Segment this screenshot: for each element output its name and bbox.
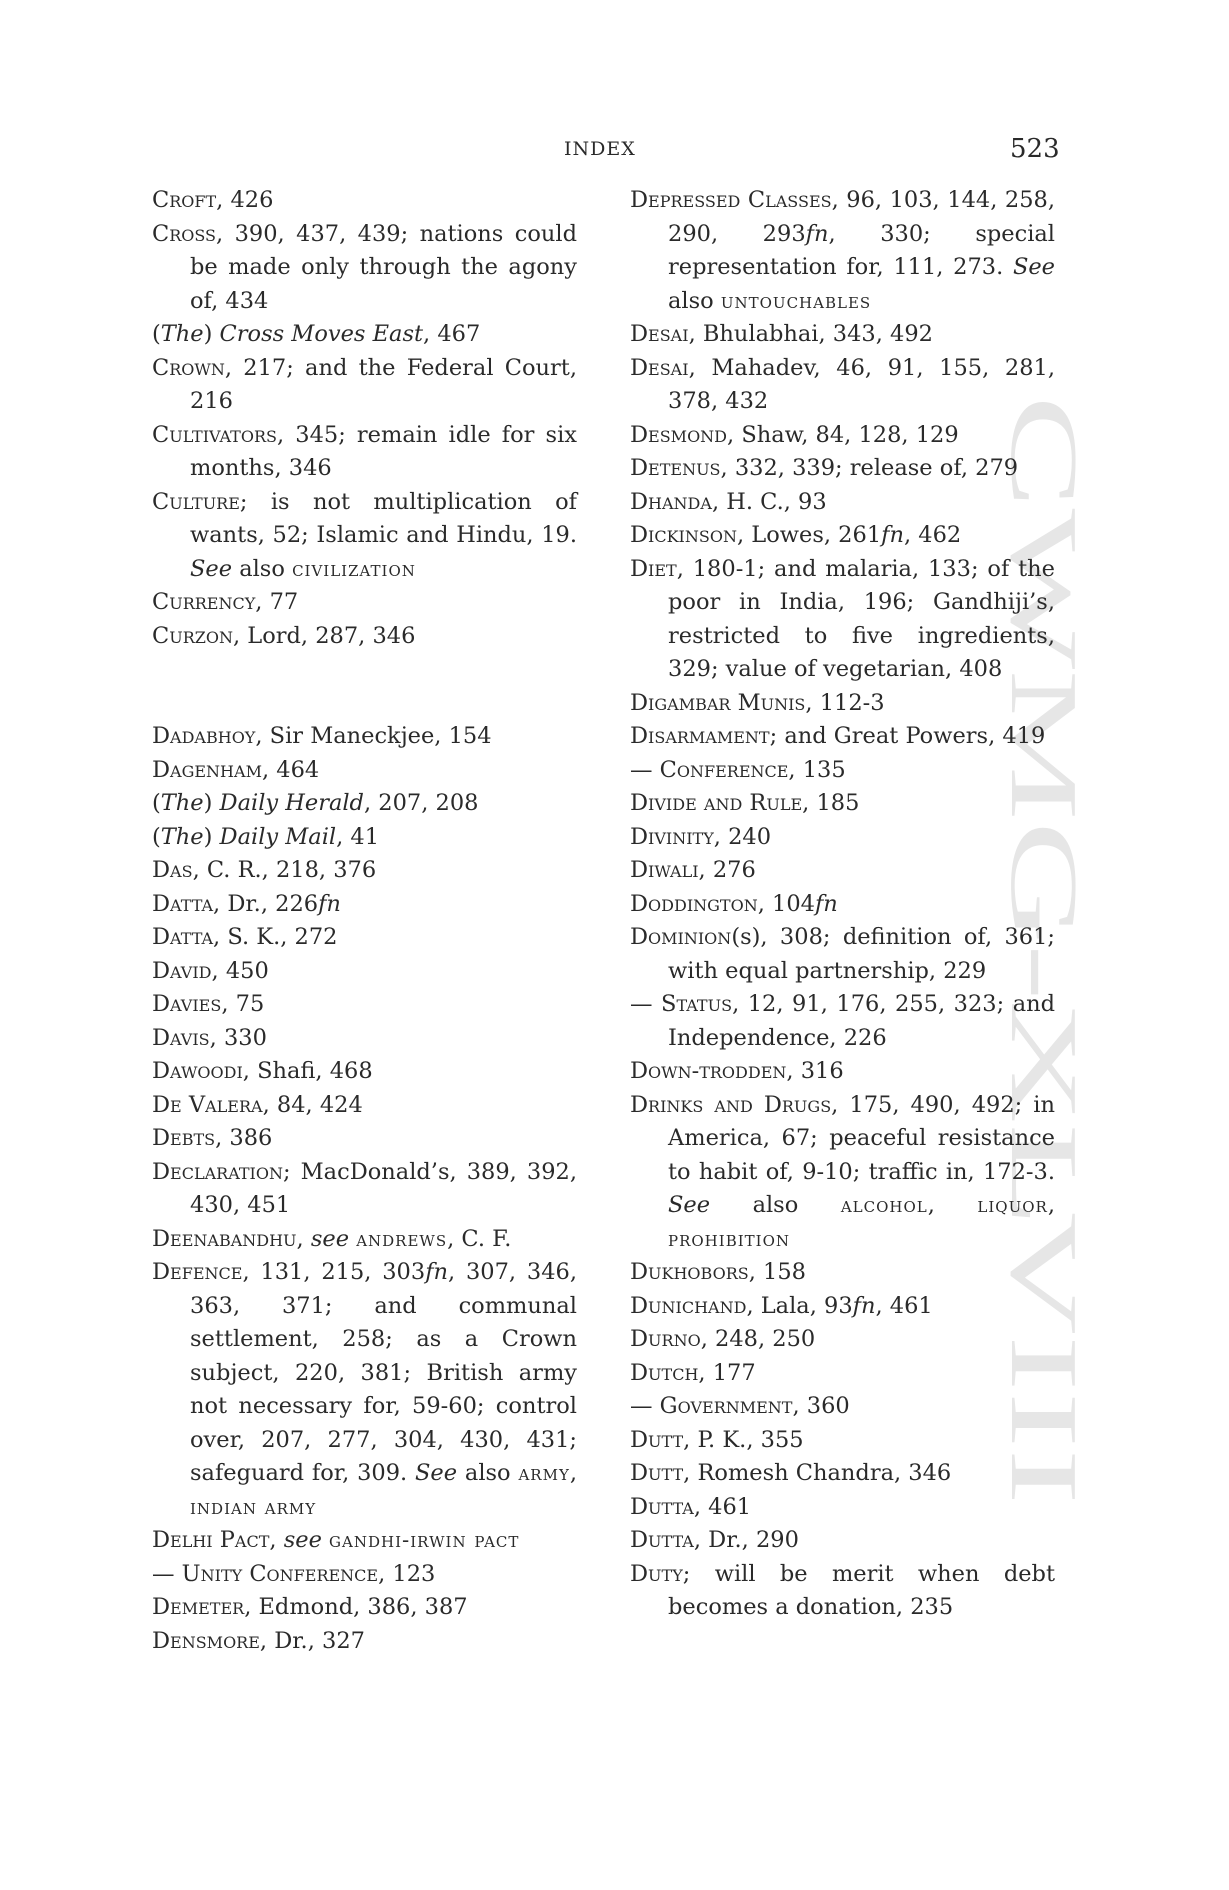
entry-text: , C. R., 218, 376 bbox=[192, 857, 377, 883]
entry-text: ; and Great Powers, 419 bbox=[769, 723, 1046, 749]
index-entry bbox=[152, 318, 577, 352]
index-entry bbox=[152, 486, 577, 587]
entry-heading: Datta bbox=[152, 890, 214, 917]
entry-text: , Shafi, 468 bbox=[242, 1058, 373, 1084]
entry-italic: See bbox=[415, 1460, 458, 1486]
entry-italic: fn bbox=[852, 1292, 876, 1319]
index-entry bbox=[152, 218, 577, 319]
entry-heading: Croft bbox=[152, 187, 217, 213]
entry-italic: fn bbox=[805, 220, 829, 247]
entry-text: , 450 bbox=[211, 957, 269, 984]
cross-reference: civilization bbox=[292, 556, 416, 582]
index-entry bbox=[630, 1256, 1055, 1290]
entry-text: , 104 bbox=[757, 890, 815, 917]
entry-heading: Currency bbox=[152, 589, 256, 615]
entry-text: , Mahadev, 46, 91, 155, 281, 378, 432 bbox=[668, 354, 1055, 414]
entry-heading: Desai bbox=[630, 354, 689, 381]
entry-text: , 175, 490, 492; in America, 67; peaceful resistance to habit of, 9-10; traffic in, 172-3. bbox=[668, 1091, 1055, 1185]
entry-text: , 276 bbox=[698, 857, 756, 883]
index-entry bbox=[630, 553, 1055, 687]
entry-heading: Dadabhoy bbox=[152, 723, 256, 749]
entry-text: , 462 bbox=[903, 522, 962, 548]
entry-text: , 461 bbox=[875, 1292, 933, 1319]
entry-text: , Romesh Chandra, 346 bbox=[683, 1460, 952, 1486]
cross-reference: prohibition bbox=[668, 1226, 790, 1252]
entry-italic: fn bbox=[814, 890, 838, 917]
entry-text: also bbox=[457, 1460, 519, 1486]
entry-text: , bbox=[927, 1192, 978, 1218]
entry-heading: Das bbox=[152, 857, 193, 883]
entry-text: ) bbox=[203, 823, 220, 850]
entry-heading: Desmond bbox=[630, 421, 728, 448]
index-entry bbox=[152, 1524, 577, 1558]
entry-text: ( bbox=[152, 790, 161, 816]
letter-section-gap bbox=[152, 653, 577, 720]
entry-text: , Edmond, 386, 387 bbox=[244, 1594, 468, 1620]
entry-text: , Lala, 93 bbox=[746, 1292, 853, 1319]
entry-heading: Doddington bbox=[630, 890, 758, 917]
entry-heading: De Valera bbox=[152, 1091, 263, 1118]
index-entry bbox=[152, 1256, 577, 1524]
entry-italic: Cross Moves East bbox=[219, 321, 424, 347]
entry-italic: Daily Mail bbox=[219, 823, 337, 850]
entry-text: , 84, 424 bbox=[262, 1091, 363, 1118]
entry-heading: Duty bbox=[630, 1560, 683, 1587]
entry-text: , Bhulabhai, 343, 492 bbox=[688, 321, 933, 347]
index-entry bbox=[630, 1089, 1055, 1257]
entry-text: , 135 bbox=[788, 756, 846, 783]
index-entry bbox=[630, 888, 1055, 922]
index-entry bbox=[152, 955, 577, 989]
entry-heading: Unity Conference bbox=[181, 1560, 379, 1587]
entry-italic: fn bbox=[425, 1259, 449, 1285]
entry-text: , 77 bbox=[255, 589, 299, 615]
entry-heading: Cultivators bbox=[152, 421, 277, 448]
index-entry bbox=[630, 1055, 1055, 1089]
index-entry bbox=[152, 184, 577, 218]
entry-heading: Detenus bbox=[630, 455, 721, 481]
entry-text: — bbox=[152, 1560, 182, 1587]
index-entry bbox=[630, 1290, 1055, 1324]
entry-italic: The bbox=[160, 790, 204, 816]
cross-reference: gandhi-irwin pact bbox=[329, 1528, 520, 1553]
entry-text: , Shaw, 84, 128, 129 bbox=[727, 421, 959, 448]
entry-heading: Defence bbox=[152, 1259, 243, 1285]
entry-text bbox=[322, 1527, 329, 1553]
entry-text: , H. C., 93 bbox=[711, 488, 827, 515]
entry-heading: Drinks and Drugs bbox=[630, 1091, 832, 1118]
index-entry bbox=[152, 1089, 577, 1123]
entry-heading: Disarmament bbox=[630, 723, 770, 749]
index-entry bbox=[152, 352, 577, 419]
index-entry bbox=[152, 1558, 577, 1592]
entry-text: ) bbox=[203, 790, 220, 816]
entry-heading: Divide and Rule bbox=[630, 790, 803, 816]
index-entry bbox=[630, 787, 1055, 821]
entry-text: , bbox=[269, 1527, 284, 1553]
entry-text: , 41 bbox=[336, 823, 380, 850]
entry-heading: Dunichand bbox=[630, 1292, 747, 1319]
entry-heading: Dutt bbox=[630, 1426, 684, 1453]
index-entry bbox=[630, 519, 1055, 553]
entry-heading: Dawoodi bbox=[152, 1058, 243, 1084]
entry-text: ; is not multiplication of wants, 52; Islamic and Hindu, 19. bbox=[190, 488, 577, 548]
index-entry bbox=[152, 1022, 577, 1056]
index-column-right bbox=[630, 184, 1055, 1625]
index-entry bbox=[630, 821, 1055, 855]
entry-text: , 330; special representation for, 111, 273. bbox=[668, 220, 1055, 280]
entry-heading: Debts bbox=[152, 1125, 216, 1151]
entry-heading: Divinity bbox=[630, 823, 714, 850]
entry-text: , 123 bbox=[378, 1560, 436, 1587]
cross-reference: indian army bbox=[190, 1494, 317, 1520]
index-entry bbox=[152, 620, 577, 654]
running-head bbox=[0, 134, 1229, 164]
entry-text: , 360 bbox=[792, 1393, 850, 1419]
entry-text: ( bbox=[152, 823, 161, 850]
index-entry bbox=[630, 1424, 1055, 1458]
index-entry bbox=[630, 754, 1055, 788]
page-number: 523 bbox=[1010, 134, 1060, 164]
index-column-left bbox=[152, 184, 577, 1658]
index-entry bbox=[152, 821, 577, 855]
index-entry bbox=[630, 988, 1055, 1055]
entry-text: , 467 bbox=[423, 321, 481, 347]
entry-text: , bbox=[569, 1460, 577, 1486]
entry-text: , 112-3 bbox=[805, 689, 885, 716]
index-entry bbox=[630, 854, 1055, 888]
index-entry bbox=[630, 1491, 1055, 1525]
entry-text: also bbox=[232, 555, 293, 582]
entry-text: , 177 bbox=[698, 1359, 756, 1386]
entry-italic: The bbox=[160, 321, 204, 347]
entry-heading: Cross bbox=[152, 220, 217, 247]
index-entry bbox=[152, 419, 577, 486]
entry-text: , 390, 437, 439; nations could be made only through the agony of, 434 bbox=[190, 220, 577, 314]
entry-text: — bbox=[630, 991, 662, 1017]
entry-heading: Government bbox=[659, 1393, 793, 1419]
cross-reference: alcohol bbox=[840, 1193, 928, 1218]
entry-heading: Conference bbox=[659, 756, 789, 783]
cross-reference: liquor bbox=[977, 1193, 1048, 1218]
entry-heading: Depressed Classes bbox=[630, 187, 832, 213]
entry-heading: Crown bbox=[152, 354, 225, 381]
entry-italic: The bbox=[160, 823, 204, 850]
entry-italic: See bbox=[668, 1192, 711, 1218]
entry-heading: Dutt bbox=[630, 1460, 684, 1486]
entry-heading: Deenabandhu bbox=[152, 1225, 297, 1252]
index-entry bbox=[630, 452, 1055, 486]
index-entry bbox=[630, 720, 1055, 754]
entry-text: , 96, 103, 144, 258, 290, 293 bbox=[668, 187, 1055, 247]
entry-heading: Davis bbox=[152, 1024, 210, 1051]
entry-heading: Dagenham bbox=[152, 756, 262, 783]
cross-reference: untouchables bbox=[720, 288, 872, 314]
entry-text: , 158 bbox=[748, 1259, 806, 1285]
entry-heading: Dutta bbox=[630, 1493, 694, 1520]
index-entry bbox=[630, 1558, 1055, 1625]
entry-text: , 217; and the Federal Court, 216 bbox=[190, 354, 577, 414]
index-entry bbox=[630, 352, 1055, 419]
entry-text: , 185 bbox=[802, 790, 860, 816]
entry-heading: Culture bbox=[152, 488, 240, 515]
index-entry bbox=[152, 720, 577, 754]
entry-italic: See bbox=[1012, 254, 1055, 280]
entry-text: , Sir Maneckjee, 154 bbox=[255, 723, 492, 749]
entry-text: ; MacDonald’s, 389, 392, 430, 451 bbox=[190, 1158, 577, 1218]
entry-text: , bbox=[1047, 1192, 1055, 1218]
index-entry bbox=[152, 1625, 577, 1659]
index-entry bbox=[152, 1122, 577, 1156]
entry-heading: Dutta bbox=[630, 1527, 694, 1553]
entry-heading: Down-trodden bbox=[630, 1058, 787, 1084]
entry-text: — bbox=[630, 1393, 660, 1419]
entry-text: , Dr., 290 bbox=[693, 1527, 799, 1553]
index-entry bbox=[152, 921, 577, 955]
index-entry bbox=[152, 1156, 577, 1223]
index-entry bbox=[630, 1357, 1055, 1391]
entry-italic: See bbox=[190, 555, 233, 582]
entry-text: also bbox=[710, 1192, 841, 1218]
entry-text: , 332, 339; release of, 279 bbox=[720, 455, 1019, 481]
entry-heading: Demeter bbox=[152, 1594, 245, 1620]
entry-text: , 345; remain idle for six months, 346 bbox=[190, 421, 577, 481]
running-head-title: INDEX bbox=[564, 138, 636, 160]
entry-italic: fn bbox=[881, 522, 904, 548]
entry-heading: Dutch bbox=[630, 1359, 699, 1386]
entry-heading: David bbox=[152, 957, 212, 984]
entry-text: , 240 bbox=[713, 823, 772, 850]
entry-text: , 464 bbox=[261, 756, 320, 783]
index-entry bbox=[152, 988, 577, 1022]
index-entry bbox=[152, 1055, 577, 1089]
index-entry bbox=[630, 486, 1055, 520]
entry-heading: Dominion bbox=[630, 924, 732, 950]
entry-text: , 307, 346, 363, 371; and communal settlement, 258; as a Crown subject, 220, 381; British army not necessary for, 59-60; control over, 207, 277, 304, 430, 431; safeguard for, 309. bbox=[190, 1259, 577, 1486]
index-entry bbox=[152, 586, 577, 620]
entry-heading: Datta bbox=[152, 924, 214, 950]
entry-text: , C. F. bbox=[447, 1225, 512, 1252]
index-entry bbox=[152, 754, 577, 788]
index-entry bbox=[630, 1457, 1055, 1491]
index-entry bbox=[630, 419, 1055, 453]
entry-text: , Dr., 327 bbox=[259, 1627, 365, 1654]
entry-heading: Desai bbox=[630, 321, 689, 347]
entry-heading: Delhi Pact bbox=[152, 1527, 270, 1553]
entry-italic: see bbox=[283, 1527, 322, 1553]
watermark-text: CWMG-XLVIII bbox=[991, 395, 1098, 1021]
entry-text: , 330 bbox=[209, 1024, 267, 1051]
index-entry bbox=[630, 687, 1055, 721]
entry-italic: see bbox=[310, 1225, 350, 1252]
index-entry bbox=[630, 921, 1055, 988]
entry-text: ; will be merit when debt becomes a donation, 235 bbox=[668, 1560, 1055, 1620]
entry-heading: Dhanda bbox=[630, 488, 712, 515]
entry-heading: Densmore bbox=[152, 1627, 260, 1654]
entry-heading: Curzon bbox=[152, 622, 233, 649]
entry-text: , bbox=[296, 1225, 311, 1252]
entry-italic: Daily Herald bbox=[219, 790, 364, 816]
entry-text: , 207, 208 bbox=[363, 790, 479, 816]
entry-heading: Dickinson bbox=[630, 522, 737, 548]
entry-heading: Status bbox=[661, 991, 733, 1017]
index-entry bbox=[630, 318, 1055, 352]
entry-italic: fn bbox=[318, 890, 341, 917]
entry-text: , 131, 215, 303 bbox=[242, 1259, 426, 1285]
entry-text: , 386 bbox=[215, 1125, 273, 1151]
entry-text: , Dr., 226 bbox=[213, 890, 319, 917]
entry-text: , S. K., 272 bbox=[213, 924, 338, 950]
entry-text: , 316 bbox=[786, 1058, 844, 1084]
entry-heading: Durno bbox=[630, 1326, 701, 1352]
entry-text: ) bbox=[203, 321, 220, 347]
cross-reference: army bbox=[518, 1461, 570, 1486]
index-entry bbox=[630, 1524, 1055, 1558]
entry-heading: Declaration bbox=[152, 1158, 283, 1185]
index-entry bbox=[152, 787, 577, 821]
entry-heading: Davies bbox=[152, 991, 222, 1017]
entry-heading: Diet bbox=[630, 555, 677, 582]
index-entry bbox=[152, 854, 577, 888]
entry-text: — bbox=[630, 756, 660, 783]
index-entry bbox=[152, 1591, 577, 1625]
entry-text: , 461 bbox=[693, 1493, 752, 1520]
entry-text: , 12, 91, 176, 255, 323; and Independence, 226 bbox=[668, 991, 1055, 1051]
entry-heading: Digambar Munis bbox=[630, 689, 806, 716]
entry-text: , 248, 250 bbox=[700, 1326, 816, 1352]
entry-heading: Dukhobors bbox=[630, 1259, 749, 1285]
entry-text: , 180-1; and malaria, 133; of the poor in India, 196; Gandhiji’s, restricted to five ingredients, 329; value of vegetarian, 408 bbox=[668, 555, 1055, 682]
index-entry bbox=[152, 1223, 577, 1257]
index-entry bbox=[152, 888, 577, 922]
entry-text: , P. K., 355 bbox=[683, 1426, 804, 1453]
entry-text: , Lowes, 261 bbox=[736, 522, 882, 548]
cross-reference: andrews bbox=[356, 1226, 448, 1252]
index-entry bbox=[630, 1390, 1055, 1424]
index-entry bbox=[630, 1323, 1055, 1357]
entry-text: , 426 bbox=[216, 187, 274, 213]
entry-text: also bbox=[668, 287, 721, 314]
entry-text: ( bbox=[152, 321, 161, 347]
index-entry bbox=[630, 184, 1055, 318]
entry-text: , 75 bbox=[221, 991, 265, 1017]
entry-text: (s), 308; definition of, 361; with equal partnership, 229 bbox=[668, 924, 1055, 984]
entry-heading: Diwali bbox=[630, 857, 699, 883]
entry-text: , Lord, 287, 346 bbox=[232, 622, 416, 649]
